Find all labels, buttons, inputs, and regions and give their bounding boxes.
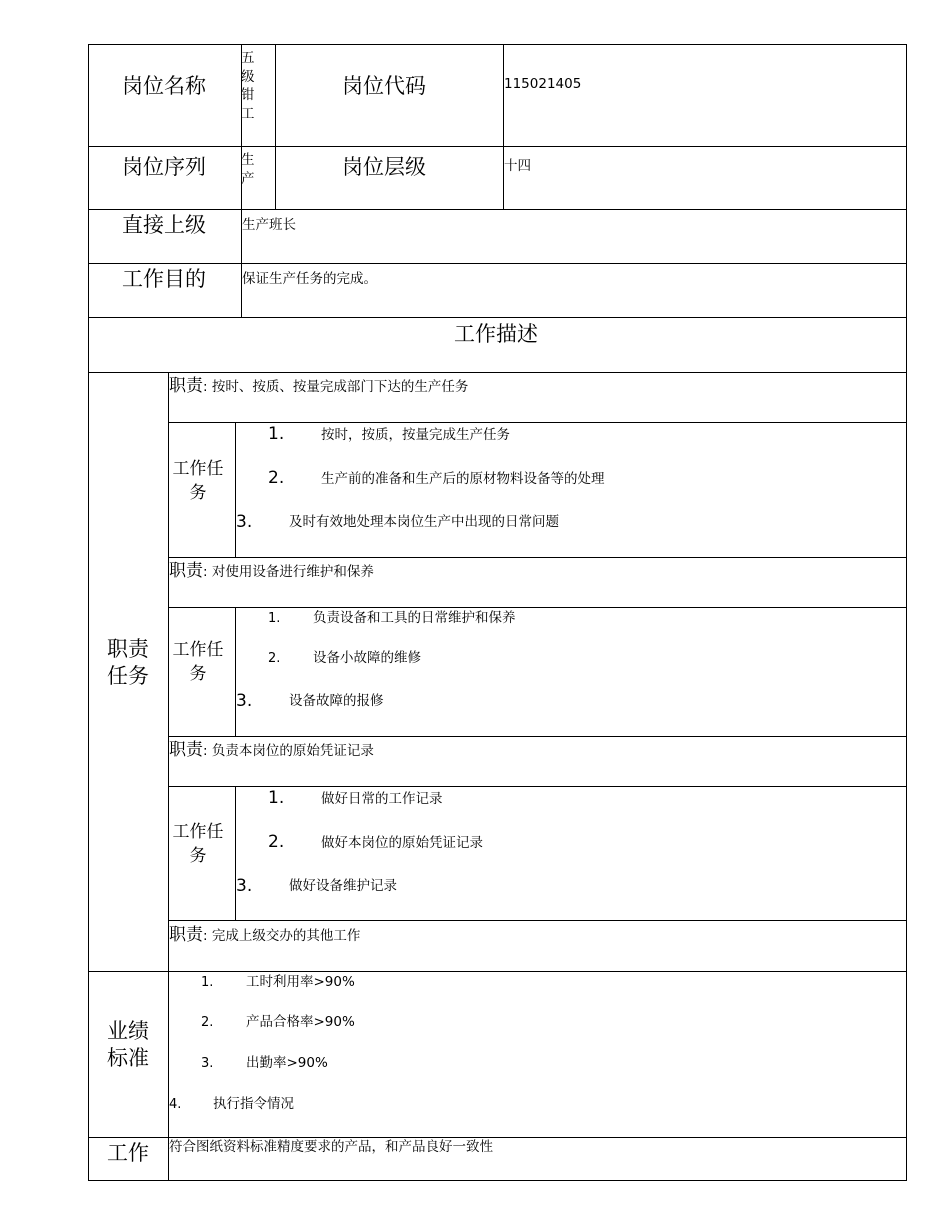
job-series-char: 生 bbox=[241, 152, 255, 168]
work-output-text: 符合图纸资料标准精度要求的产品，和产品良好一致性 bbox=[169, 1139, 493, 1155]
job-name-value bbox=[241, 49, 257, 123]
row-divider bbox=[88, 146, 907, 147]
duty-row bbox=[169, 742, 374, 759]
task-text: 做好日常的工作记录 bbox=[321, 791, 443, 807]
task-text: 及时有效地处理本岗位生产中出现的日常问题 bbox=[289, 514, 559, 530]
task-text: 生产前的准备和生产后的原材物料设备等的处理 bbox=[321, 471, 605, 487]
performance-number: 3. bbox=[201, 1056, 214, 1071]
performance-number: 1. bbox=[201, 975, 214, 990]
table-border-right bbox=[906, 44, 907, 1181]
performance-item: 产品合格率>90% bbox=[246, 1014, 355, 1030]
job-name-label: 岗位名称 bbox=[122, 74, 206, 98]
job-name-char: 工 bbox=[241, 105, 255, 122]
task-text: 设备故障的报修 bbox=[289, 693, 384, 709]
task-number: 3. bbox=[236, 691, 253, 711]
performance-item: 执行指令情况 bbox=[213, 1096, 294, 1112]
job-series-value bbox=[241, 151, 257, 207]
performance-item: 工时利用率>90% bbox=[246, 974, 355, 990]
work-output-label: 工作 bbox=[107, 1141, 149, 1165]
row-divider bbox=[88, 372, 907, 373]
duty-text: : 负责本岗位的原始凭证记录 bbox=[203, 743, 374, 759]
row-divider bbox=[168, 786, 907, 787]
row-divider bbox=[168, 920, 907, 921]
duty-prefix: 职责 bbox=[169, 561, 203, 581]
task-text: 负责设备和工具的日常维护和保养 bbox=[313, 610, 516, 626]
task-label: 工作任 务 bbox=[172, 459, 224, 503]
job-level-label: 岗位层级 bbox=[342, 155, 426, 179]
row-divider bbox=[88, 971, 907, 972]
job-series-label: 岗位序列 bbox=[122, 155, 206, 179]
purpose-value: 保证生产任务的完成。 bbox=[242, 271, 377, 287]
job-series-char: 产 bbox=[241, 170, 255, 187]
col-divider bbox=[275, 44, 276, 210]
task-label: 工作任 务 bbox=[172, 640, 224, 684]
performance-label: 业绩 标准 bbox=[107, 1019, 149, 1070]
task-number: 3. bbox=[236, 512, 253, 532]
task-number: 3. bbox=[236, 876, 253, 896]
task-text: 做好本岗位的原始凭证记录 bbox=[321, 835, 483, 851]
duty-text: : 完成上级交办的其他工作 bbox=[203, 928, 361, 944]
performance-item: 出勤率>90% bbox=[246, 1055, 328, 1071]
task-label: 工作任 务 bbox=[172, 822, 224, 866]
task-text: 做好设备维护记录 bbox=[289, 878, 397, 894]
duty-row bbox=[169, 927, 360, 944]
task-number: 2. bbox=[268, 832, 285, 852]
col-divider bbox=[503, 44, 504, 210]
table-border-bottom bbox=[88, 1180, 907, 1181]
row-divider bbox=[88, 1137, 907, 1138]
row-divider bbox=[168, 736, 907, 737]
duty-text: : 对使用设备进行维护和保养 bbox=[203, 564, 374, 580]
performance-number: 2. bbox=[201, 1015, 214, 1030]
duty-prefix: 职责 bbox=[169, 376, 203, 396]
task-text: 按时，按质，按量完成生产任务 bbox=[321, 427, 510, 443]
job-name-char: 五 bbox=[241, 50, 255, 66]
job-code-label: 岗位代码 bbox=[342, 74, 426, 98]
row-divider bbox=[168, 607, 907, 608]
job-name-char: 钳 bbox=[241, 87, 255, 103]
performance-number: 4. bbox=[169, 1097, 182, 1112]
job-name-char: 级 bbox=[241, 68, 255, 85]
row-divider bbox=[168, 557, 907, 558]
supervisor-label: 直接上级 bbox=[122, 213, 206, 237]
duties-section-label: 职责 任务 bbox=[107, 637, 149, 688]
purpose-label: 工作目的 bbox=[122, 267, 206, 291]
col-divider bbox=[235, 607, 236, 737]
table-border-left bbox=[88, 44, 89, 1181]
description-title: 工作描述 bbox=[454, 322, 538, 346]
task-text: 设备小故障的维修 bbox=[313, 650, 421, 666]
task-number: 1. bbox=[268, 788, 285, 808]
job-code-value: 115021405 bbox=[504, 76, 582, 92]
duty-prefix: 职责 bbox=[169, 925, 203, 945]
duty-row bbox=[169, 563, 374, 580]
job-level-value: 十四 bbox=[504, 158, 531, 174]
task-number: 1. bbox=[268, 424, 285, 444]
duty-row bbox=[169, 378, 468, 395]
table-border-top bbox=[88, 44, 907, 45]
supervisor-value: 生产班长 bbox=[242, 217, 296, 233]
task-number: 1. bbox=[268, 611, 281, 626]
task-number: 2. bbox=[268, 468, 285, 488]
row-divider bbox=[168, 422, 907, 423]
row-divider bbox=[88, 317, 907, 318]
row-divider bbox=[88, 209, 907, 210]
row-divider bbox=[88, 263, 907, 264]
duty-prefix: 职责 bbox=[169, 740, 203, 760]
col-divider bbox=[235, 786, 236, 921]
col-divider bbox=[235, 422, 236, 558]
duty-text: : 按时、按质、按量完成部门下达的生产任务 bbox=[203, 379, 469, 395]
task-number: 2. bbox=[268, 651, 281, 666]
